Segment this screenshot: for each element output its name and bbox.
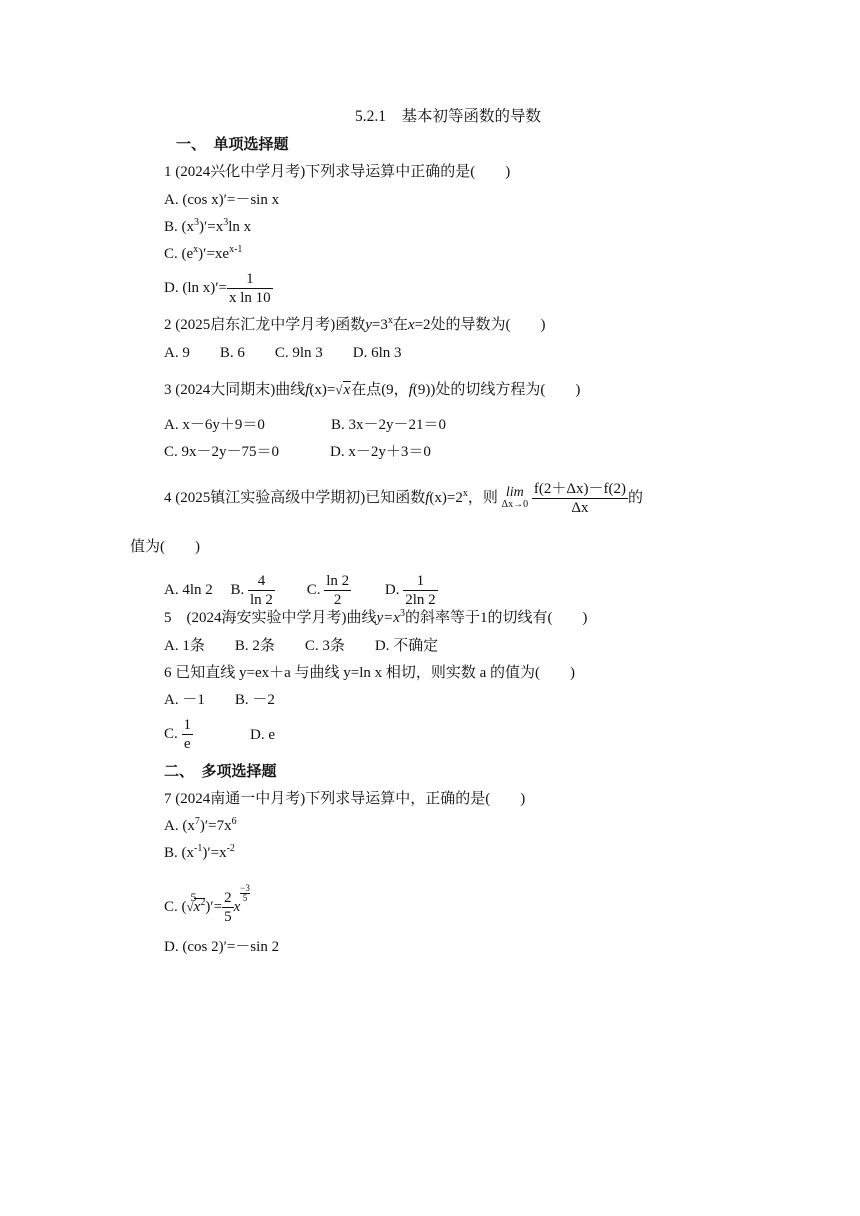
square-root: √x <box>335 382 351 398</box>
question-5-stem: 5 (2024海安实验中学月考)曲线$y=x^3$的斜率等于1的切线有( ) <box>164 608 588 626</box>
question-7-stem: 7 (2024南通一中月考)下列求导运算中，正确的是( ) <box>164 791 526 807</box>
question-1-option-b: B. $(x^3)'=x^3\ln$ x <box>164 217 252 235</box>
question-3-option-d: D. x－2y＋3＝0 <box>330 444 431 460</box>
difference-quotient: $\frac{f(2+\Delta x)-f(2)}{\Delta x}$ <box>533 481 626 516</box>
question-4-stem-continued: 值为( ) <box>130 539 200 555</box>
question-2-stem: 2 (2025启东汇龙中学月考)函数$y=3^x$在x=2处的导数为( ) <box>164 315 546 333</box>
section-heading-multiple-choice: 二、 多项选择题 <box>164 764 277 780</box>
fraction: $\frac{1}{\text{x ln 10}}$ <box>229 271 271 306</box>
question-7-option-b: B. $(x^{-1})'=x^{-2}$ <box>164 843 235 861</box>
limit-operator: lim Δx→0 <box>501 484 529 510</box>
question-1-option-c: C. $(e^x)'=xe^{x-1}$ <box>164 244 243 262</box>
fifth-root: 5 $√x^2$ <box>186 890 206 915</box>
question-6-options-ab: A. －1 B. －2 <box>164 692 275 708</box>
question-4-stem: 4 (2025镇江实验高级中学期初)已知函数$f(x)=2^x$，则 lim Δx→0 $\frac{f(2+\Delta x)-f(2)}{\Delta x}$ 的 <box>164 481 643 516</box>
section-heading-single-choice: 一、 单项选择题 <box>176 137 289 153</box>
question-6-option-d: D. e <box>250 727 275 743</box>
question-1-option-d: D. (ln x)′= $\frac{1}{\text{x ln 10}}$ <box>164 271 271 306</box>
question-5-options: A. 1条 B. 2条 C. 3条 D. 不确定 <box>164 638 439 654</box>
question-2-options: A. 9 B. 6 C. 9ln 3 D. 6ln 3 <box>164 345 402 361</box>
question-3-option-b: B. 3x－2y－21＝0 <box>331 417 447 433</box>
page-title: 5.2.1 基本初等函数的导数 <box>354 108 541 125</box>
question-6-stem: 6 已知直线 y=ex＋a 与曲线 y=ln x 相切，则实数 a 的值为( ) <box>164 665 576 681</box>
question-4-options: A. 4ln 2 B. $\frac{4}{\ln 2}$ C. $\frac{\ln 2}{2}$ D. $\frac{1}{2\ln 2}$ <box>164 573 436 608</box>
question-7-option-a: A. $(x^7)'=7x^6$ <box>164 816 237 834</box>
question-3-option-a: A. x－6y＋9＝0 <box>164 417 265 433</box>
question-7-option-d: D. (cos 2)′=－sin 2 <box>164 939 280 955</box>
question-1-option-a: A. (cos x)′=－sin x <box>164 192 280 208</box>
question-3-option-c: C. 9x－2y－75＝0 <box>164 444 280 460</box>
question-3-stem: 3 (2024大同期末)曲线f(x)=√x在点(9，f(9))处的切线方程为( ) <box>164 382 581 398</box>
question-1-stem: 1 (2024兴化中学月考)下列求导运算中正确的是( ) <box>164 164 511 180</box>
question-6-option-c: C. $\frac{1}{e}$ <box>164 717 192 752</box>
question-7-option-c: C. ( 5 $√x^2)'=$ $\frac{2}{5}$ x $\frac{-3}{5}$ <box>164 883 250 926</box>
